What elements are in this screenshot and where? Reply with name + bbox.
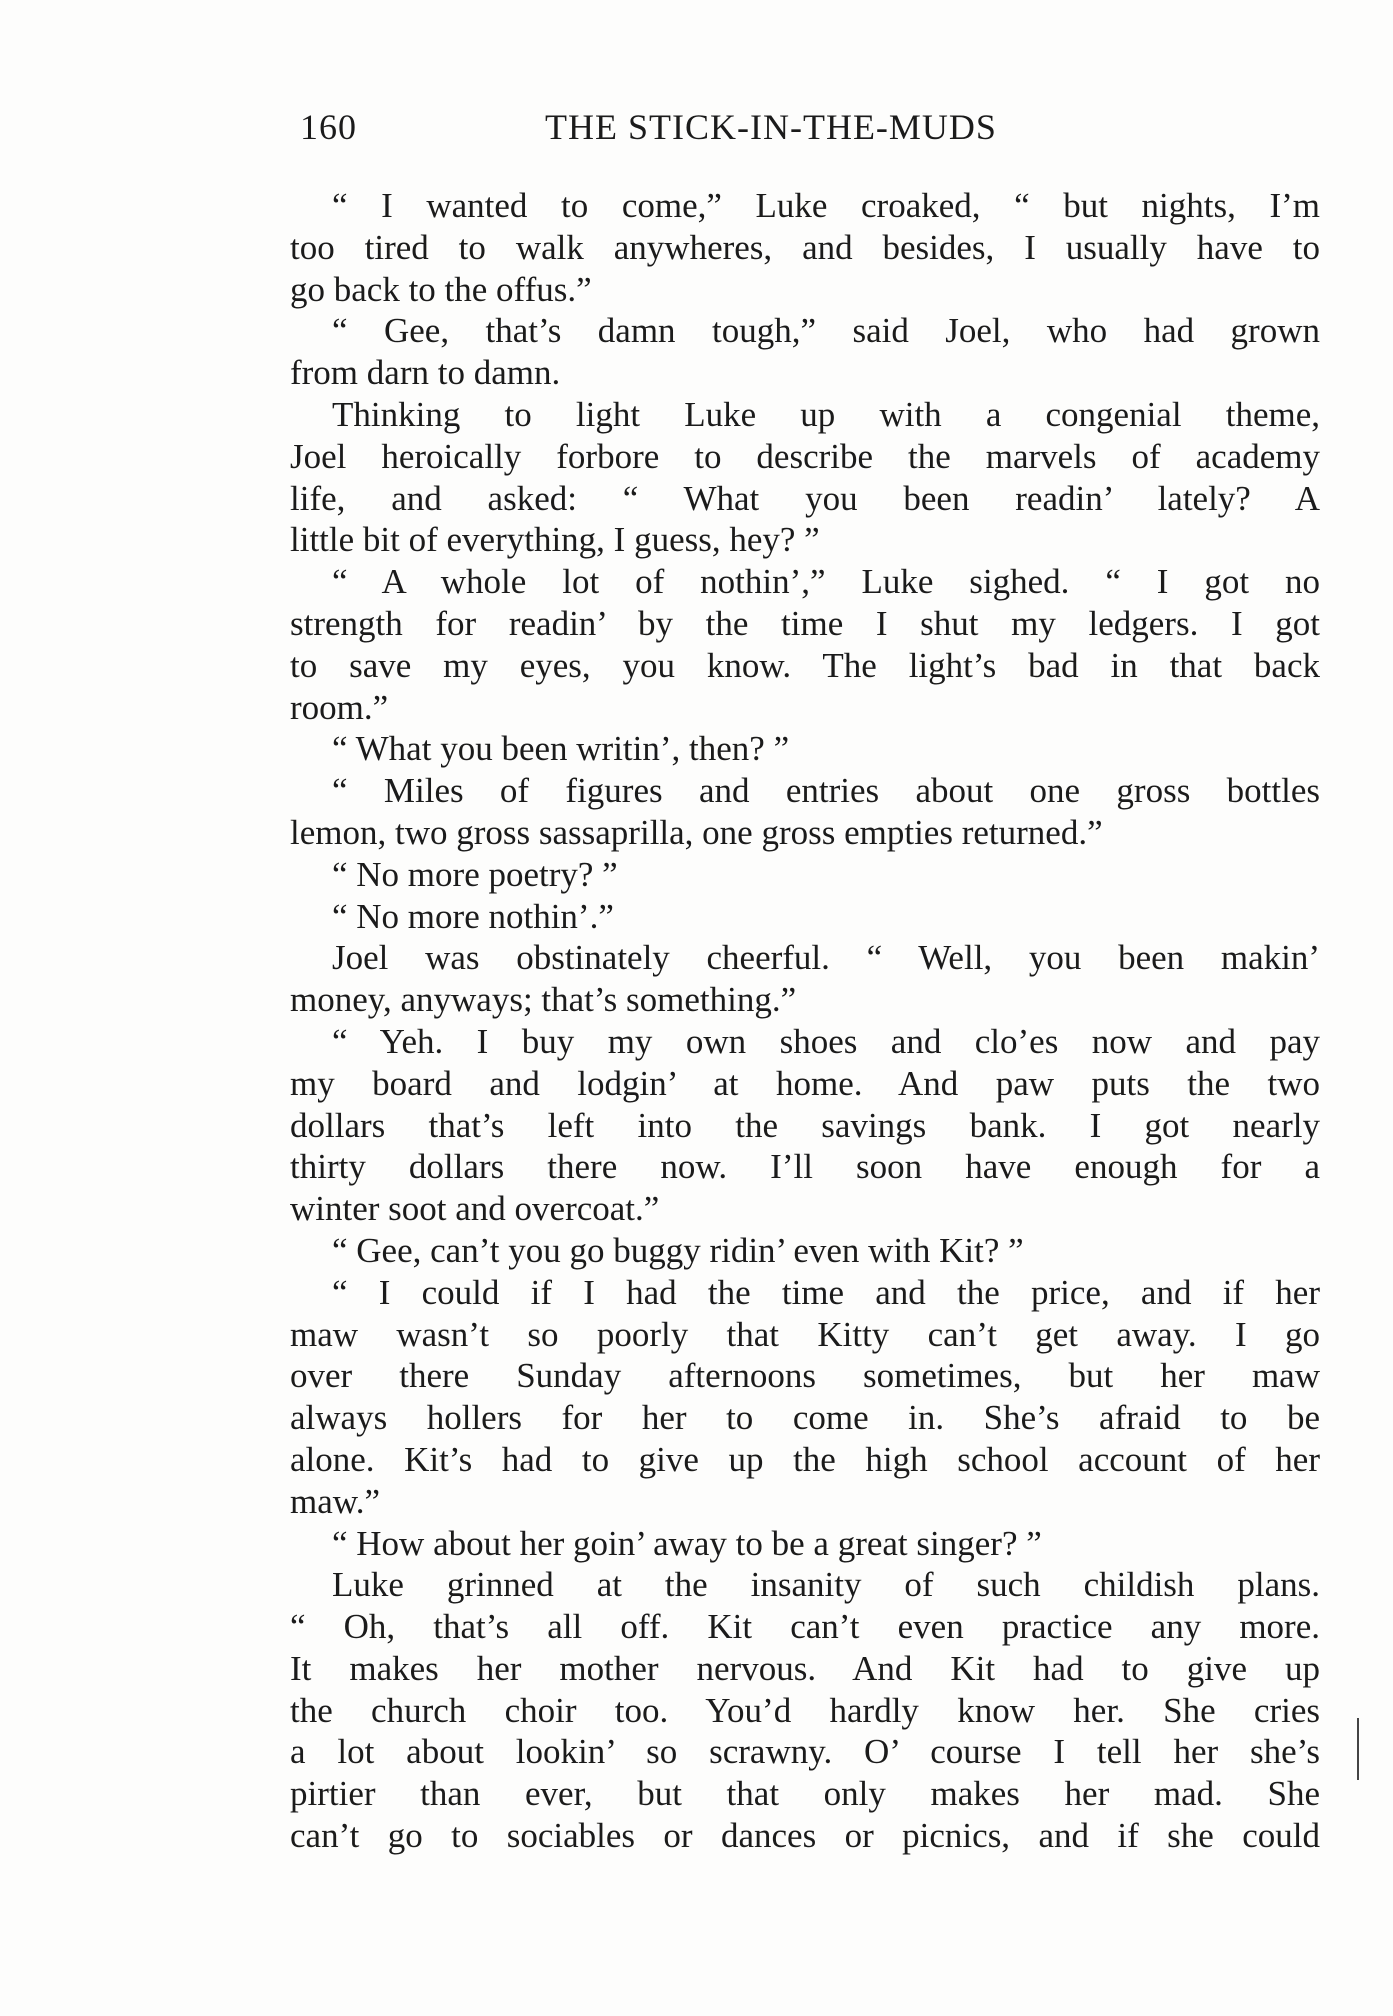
text-line: “ What you been writin’, then? ” <box>332 729 790 769</box>
text-line: little bit of everything, I guess, hey? ” <box>290 520 820 560</box>
text-line: life, and asked: “ What you been readin’ lately? A <box>290 478 1320 518</box>
text-line: “ I could if I had the time and the price, and if her <box>332 1272 1320 1312</box>
text-line: over there Sunday afternoons sometimes, but her maw <box>290 1356 1320 1396</box>
text-line: Luke grinned at the insanity of such childish plans. <box>332 1565 1320 1605</box>
text-line: can’t go to sociables or dances or picnics, and if she could <box>290 1816 1320 1856</box>
text-line: “ Miles of figures and entries about one gross bottles <box>332 771 1320 811</box>
page-number: 160 <box>300 107 357 147</box>
text-line: from darn to damn. <box>290 353 561 393</box>
text-line: “ No more poetry? ” <box>332 854 618 894</box>
text-line: alone. Kit’s had to give up the high school account of her <box>290 1439 1320 1479</box>
text-line: too tired to walk anywheres, and besides, I usually have to <box>290 227 1320 267</box>
text-line: “ Yeh. I buy my own shoes and clo’es now and pay <box>332 1021 1320 1061</box>
text-line: a lot about lookin’ so scrawny. O’ course I tell her she’s <box>290 1732 1320 1772</box>
text-line: “ Oh, that’s all off. Kit can’t even practice any more. <box>290 1607 1320 1647</box>
text-line: strength for readin’ by the time I shut my ledgers. I got <box>290 603 1320 643</box>
body-text <box>290 185 1320 1857</box>
text-line: room.” <box>290 687 389 727</box>
page-header <box>300 96 1310 156</box>
text-line: “ No more nothin’.” <box>332 896 614 936</box>
text-line: the church choir too. You’d hardly know her. She cries <box>290 1690 1320 1730</box>
text-line: Joel was obstinately cheerful. “ Well, you been makin’ <box>332 938 1320 978</box>
text-line: Thinking to light Luke up with a congenial theme, <box>332 394 1320 434</box>
text-line: lemon, two gross sassaprilla, one gross empties returned.” <box>290 812 1103 852</box>
running-head: THE STICK-IN-THE-MUDS <box>545 107 997 147</box>
text-line: “ A whole lot of nothin’,” Luke sighed. “ I got no <box>332 562 1320 602</box>
text-line: “ I wanted to come,” Luke croaked, “ but nights, I’m <box>332 186 1320 225</box>
text-line: go back to the offus.” <box>290 269 592 309</box>
text-line: money, anyways; that’s something.” <box>290 980 797 1020</box>
text-line: maw wasn’t so poorly that Kitty can’t get away. I go <box>290 1314 1320 1354</box>
text-line: “ How about her goin’ away to be a great singer? ” <box>332 1523 1042 1563</box>
text-line: always hollers for her to come in. She’s afraid to be <box>290 1398 1320 1438</box>
text-line: “ Gee, can’t you go buggy ridin’ even with Kit? ” <box>332 1230 1024 1270</box>
text-line: maw.” <box>290 1481 381 1521</box>
text-line: pirtier than ever, but that only makes her mad. She <box>290 1774 1320 1814</box>
text-line: dollars that’s left into the savings bank. I got nearly <box>290 1105 1320 1145</box>
text-line: Joel heroically forbore to describe the marvels of academy <box>290 436 1320 476</box>
text-line: winter soot and overcoat.” <box>290 1189 660 1229</box>
text-line: It makes her mother nervous. And Kit had to give up <box>290 1648 1320 1688</box>
text-line: “ Gee, that’s damn tough,” said Joel, who had grown <box>332 311 1320 351</box>
text-line: thirty dollars there now. I’ll soon have enough for a <box>290 1147 1320 1187</box>
text-line: my board and lodgin’ at home. And paw puts the two <box>290 1063 1320 1103</box>
text-line: to save my eyes, you know. The light’s bad in that back <box>290 645 1320 685</box>
margin-mark <box>1357 1718 1359 1780</box>
